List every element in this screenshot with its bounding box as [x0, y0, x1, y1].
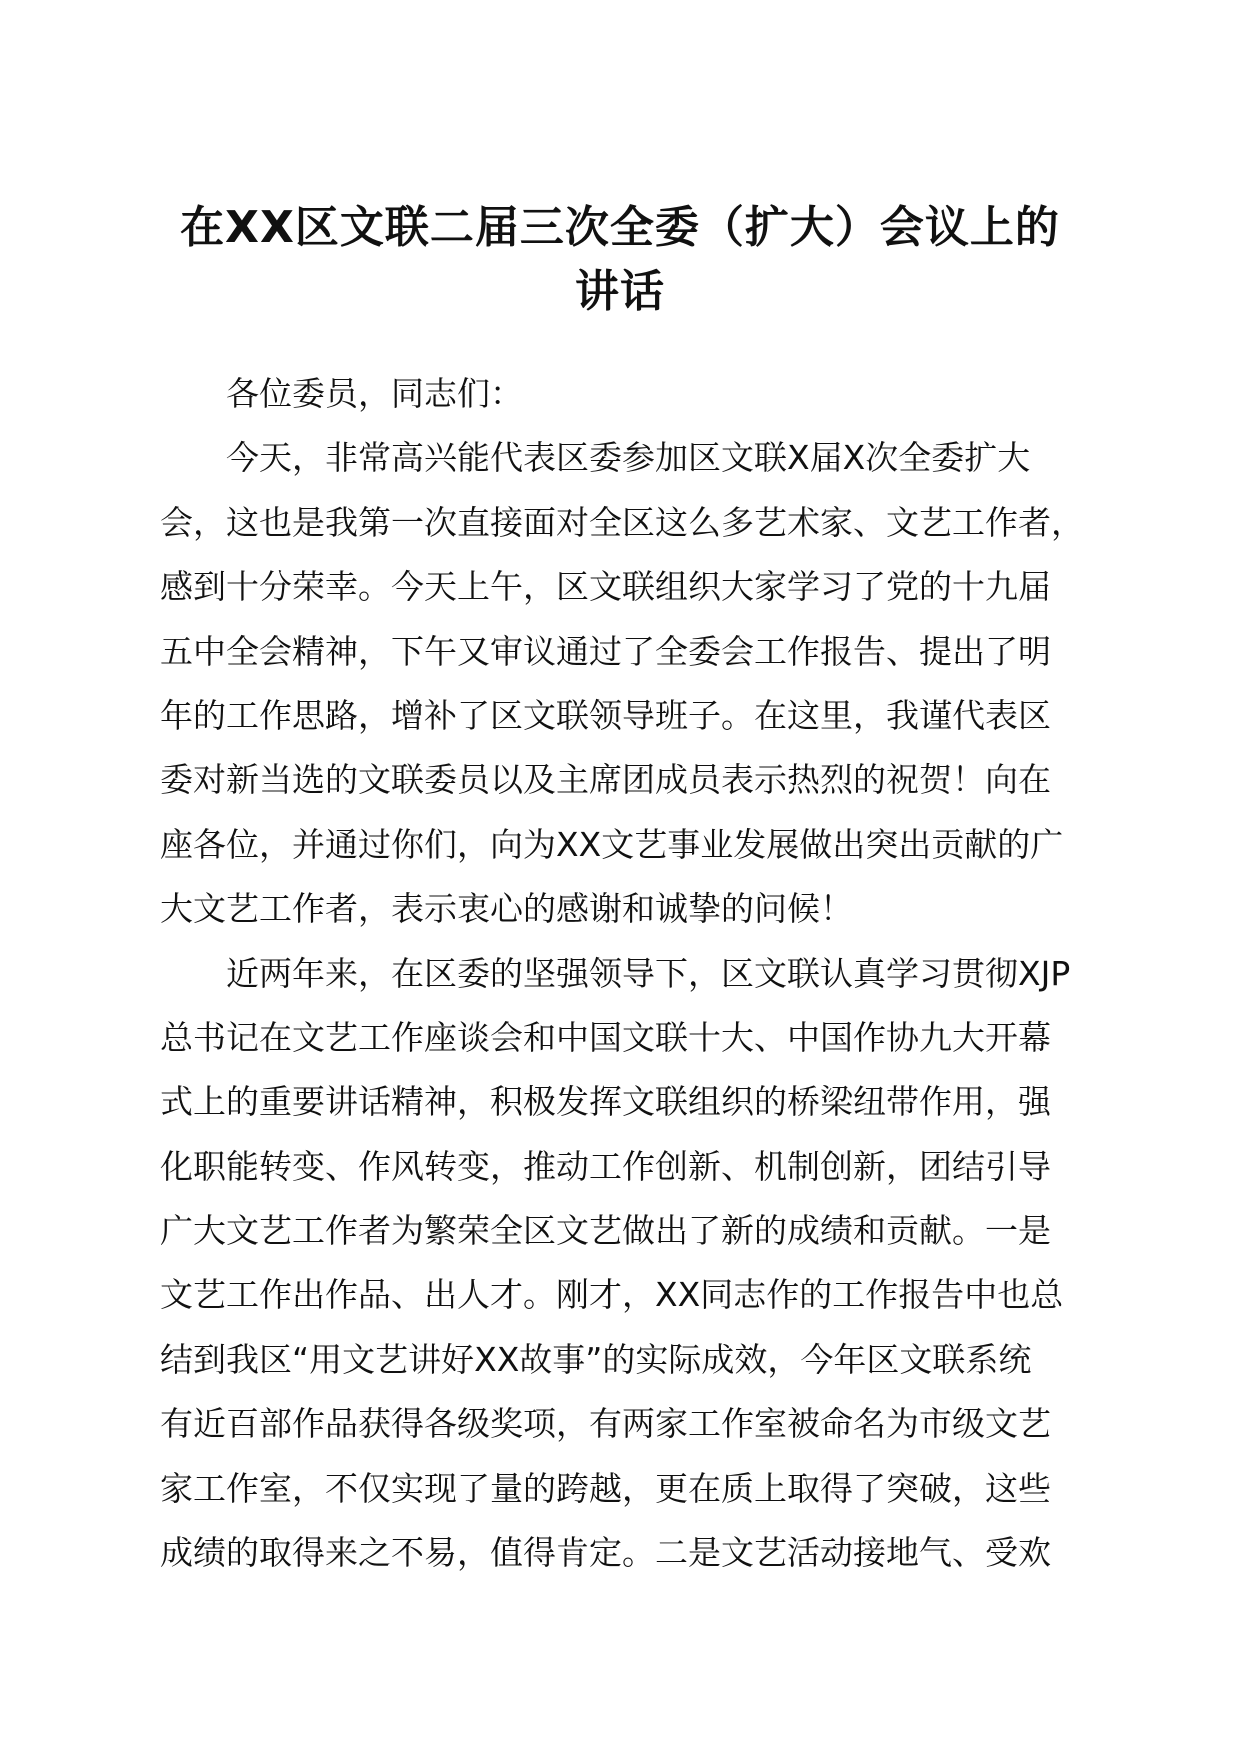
paragraph-line: 五中全会精神，下午又审议通过了全委会工作报告、提出了明	[160, 631, 1051, 671]
title-line: 在XX区文联二届三次全委（扩大）会议上的	[180, 202, 1060, 253]
paragraph-line: 委对新当选的文联委员以及主席团成员表示热烈的祝贺！向在	[160, 760, 1051, 800]
paragraph-2	[160, 942, 1110, 1586]
document-title	[140, 196, 1100, 324]
paragraph-line: 年的工作思路，增补了区文联领导班子。在这里，我谨代表区	[160, 695, 1051, 735]
paragraph-line: 文艺工作出作品、出人才。刚才，XX同志作的工作报告中也总	[160, 1275, 1064, 1315]
paragraph-line: 式上的重要讲话精神，积极发挥文联组织的桥梁纽带作用，强	[160, 1082, 1051, 1122]
paragraph-line: 家工作室，不仅实现了量的跨越，更在质上取得了突破，这些	[160, 1468, 1051, 1508]
paragraph-line: 今天，非常高兴能代表区委参加区文联X届X次全委扩大	[226, 438, 1031, 478]
paragraph-line: 大文艺工作者，表示衷心的感谢和诚挚的问候！	[160, 889, 853, 929]
title-line: 讲话	[575, 266, 665, 317]
paragraph-line: 座各位，并通过你们，向为XX文艺事业发展做出突出贡献的广	[160, 824, 1064, 864]
paragraph-1	[160, 426, 1110, 941]
paragraph-line: 成绩的取得来之不易，值得肯定。二是文艺活动接地气、受欢	[160, 1533, 1051, 1573]
paragraph-line: 会，这也是我第一次直接面对全区这么多艺术家、文艺工作者，	[160, 502, 1084, 542]
paragraph-line: 总书记在文艺工作座谈会和中国文联十大、中国作协九大开幕	[160, 1017, 1051, 1057]
paragraph-line: 有近百部作品获得各级奖项，有两家工作室被命名为市级文艺	[160, 1404, 1051, 1444]
document-body	[160, 362, 1110, 1585]
paragraph-line: 近两年来，在区委的坚强领导下，区文联认真学习贯彻XJP	[226, 953, 1071, 993]
paragraph-line: 结到我区“用文艺讲好XX故事”的实际成效，今年区文联系统	[160, 1339, 1032, 1379]
paragraph-line: 化职能转变、作风转变，推动工作创新、机制创新，团结引导	[160, 1146, 1051, 1186]
paragraph-line: 广大文艺工作者为繁荣全区文艺做出了新的成绩和贡献。一是	[160, 1211, 1051, 1251]
greeting-line: 各位委员，同志们：	[226, 374, 523, 413]
paragraph-line: 感到十分荣幸。今天上午，区文联组织大家学习了党的十九届	[160, 567, 1051, 607]
